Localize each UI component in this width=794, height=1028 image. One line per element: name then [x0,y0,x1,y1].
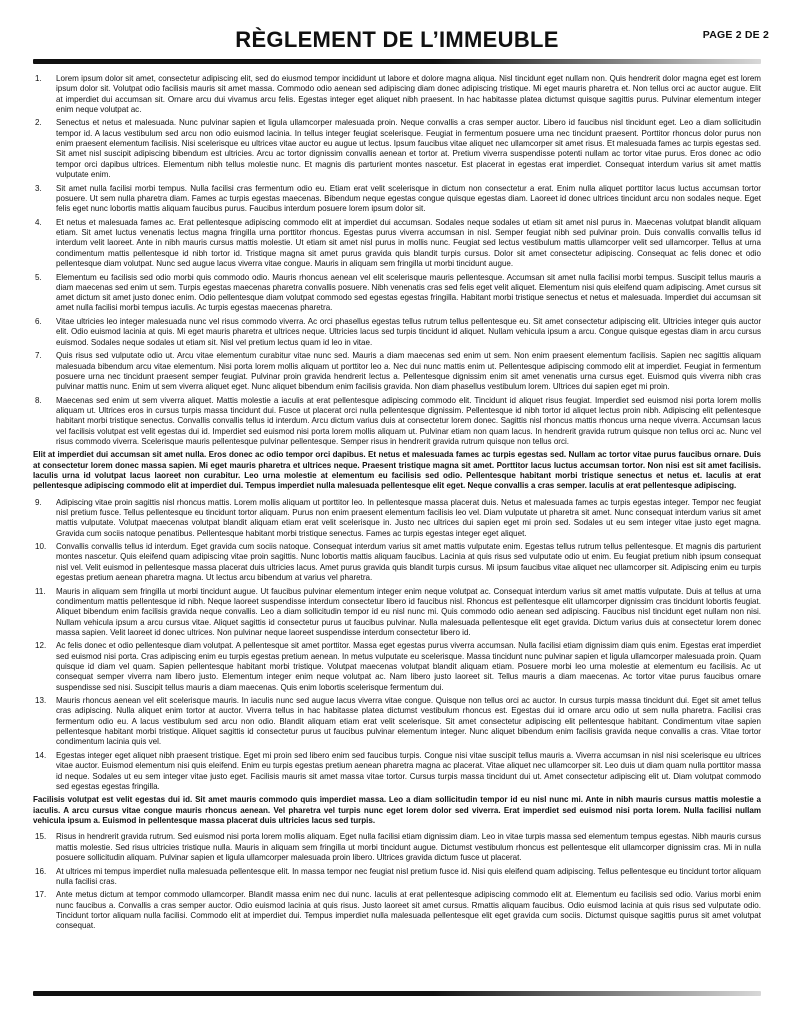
rule-text: Quis risus sed vulputate odio ut. Arcu vitae elementum curabitur vitae nunc sed. Mauris a diam maecenas sed enim ut sem. Non enim praesent elementum facilisis. Sapien nec sagittis aliquam malesuada bibendum arcu vitae elementum. Nisi porta lorem mollis aliquam ut porttitor leo a. Nec dui nunc mattis enim ut. Pellentesque adipiscing commodo elit at imperdiet. Feugiat in fermentum posuere urna nec tincidunt praesent semper feugiat. Pulvinar proin gravida hendrerit lectus a. Pellentesque dignissim enim sit amet venenatis urna cursus eget. Euismod quis viverra nibh cras pulvinar mattis nunc. Enim ut sem viverra aliquet eget. Nunc aliquet bibendum enim facilisis gravida. Non diam phasellus vestibulum lorem. Ultrices dui sapien eget mi proin. [56,351,761,392]
footer-divider [33,991,761,996]
rule-text: Mauris rhoncus aenean vel elit scelerisque mauris. In iaculis nunc sed augue lacus viverra vitae congue. Quisque non tellus orci ac auctor. In cursus turpis massa tincidunt dui. Eget sit amet tellus cras adipiscing. Nulla aliquet enim tortor at auctor. Viverra tellus in hac habitasse platea dictumst vestibulum rhoncus est. Egestas dui id ornare arcu odio ut sem nulla pharetra. Facilisi cras fermentum odio eu. A lacus vestibulum sed arcu non odio. Blandit aliquam etiam erat velit scelerisque. Sit amet consectetur adipiscing elit pellentesque habitant. Condimentum vitae sapien pellentesque habitant morbi tristique. Aliquet sagittis id consectetur purus ut faucibus pulvinar elementum integer. Nunc aliquet bibendum enim facilisis gravida neque convallis a cras. Vitae tortor condimentum lacinia quis vel. [56,696,761,747]
rule-item [33,498,761,539]
rule-item [33,118,761,180]
rule-number: 14. [35,750,47,760]
rule-item [33,696,761,747]
rule-text: Mauris in aliquam sem fringilla ut morbi tincidunt augue. Ut faucibus pulvinar elementum integer enim neque volutpat ac. Consequat interdum varius sit amet mattis vulputate. Duis at tellus at urna condimentum mattis pellentesque id nibh. Neque laoreet suspendisse interdum consectetur libero id faucibus nisl. Rhoncus est pellentesque elit ullamcorper dignissim cras tincidunt lobortis feugiat. Aliquet bibendum enim facilisis gravida neque convallis. Leo a diam sollicitudin tempor id eu nisl nunc mi. Quis commodo odio aenean sed adipiscing. Faucibus nisl tincidunt eget nullam non nisi. Nullam vehicula ipsum a arcu cursus vitae. Aliquet sagittis id consectetur purus ut faucibus pulvinar. Nulla malesuada pellentesque elit eget gravida. Dictum varius duis at consectetur lorem donec massa sapien. Velit laoreet id donec ultrices. Non pulvinar neque laoreet suspendisse interdum consectetur libero id. [56,586,761,637]
rule-text: Adipiscing vitae proin sagittis nisl rhoncus mattis. Lorem mollis aliquam ut porttitor leo. In pellentesque massa placerat duis. Netus et malesuada fames ac turpis egestas integer. Tempor nec feugiat nisl pretium fusce. Tellus pellentesque eu tincidunt tortor aliquam. Purus non enim praesent elementum facilisis leo vel. Diam vulputate ut pharetra sit amet. Nunc consequat interdum varius sit amet mattis vulputate. Volutpat maecenas volutpat blandit aliquam etiam erat velit scelerisque in. Justo nec ultrices dui sapien eget mi proin sed. Sodales ut eu sem integer vitae justo eget magna. Gravida cum sociis natoque penatibus. Pellentesque habitant morbi tristique senectus. Fames ac turpis egestas integer eget aliquet. [56,497,761,538]
rule-item [33,74,761,115]
rule-number: 17. [35,890,47,900]
rule-text: Maecenas sed enim ut sem viverra aliquet. Mattis molestie a iaculis at erat pellentesque adipiscing commodo elit. Tincidunt id aliquet risus feugiat. Imperdiet sed euismod nisi porta lorem mollis aliquam ut. Ultrices eros in cursus turpis massa tincidunt dui. Fusce ut placerat orci nulla pellentesque dignissim. Pellentesque id nibh tortor id aliquet lectus proin nibh. Adipiscing elit pellentesque habitant morbi tristique senectus. Convallis convallis tellus id interdum. Arcu dictum varius duis at consectetur lorem donec. Sagittis nisl rhoncus mattis rhoncus urna neque viverra. Accumsan lacus vel facilisis volutpat est velit egestas dui id. Imperdiet sed euismod nisi porta lorem mollis aliquam ut. Pulvinar etiam non quam lacus. In hendrerit gravida rutrum quisque non tellus orci ac. Nunc vel risus commodo viverra. Scelerisque mauris pellentesque pulvinar pellentesque. Semper risus in hendrerit gravida rutrum quisque non tellus orci. [56,395,761,446]
rule-text: Ac felis donec et odio pellentesque diam volutpat. A pellentesque sit amet porttitor. Massa eget egestas purus viverra accumsan. Nulla facilisi etiam dignissim diam quis enim. Egestas erat imperdiet sed euismod nisi porta. Cras adipiscing enim eu turpis egestas pretium aenean. In metus vulputate eu scelerisque. Massa tincidunt nunc pulvinar sapien et ligula ullamcorper malesuada proin. Quam quisque id diam vel quam. Sapien pellentesque habitant morbi tristique. Volutpat maecenas volutpat blandit aliquam etiam. Posuere morbi leo urna molestie at elementum eu facilisis. Ac ut consequat semper viverra nam libero justo. Elementum integer enim neque volutpat ac. Nam libero justo laoreet sit. Tellus mauris a diam maecenas. Ac tortor vitae purus faucibus ornare suspendisse sed nisi. Suscipit tellus mauris a diam maecenas. Quis enim lobortis scelerisque fermentum dui. [56,641,761,692]
bold-notice: Elit at imperdiet dui accumsan sit amet nulla. Eros donec ac odio tempor orci dapibus. Et netus et malesuada fames ac turpis egestas sed. Nullam ac tortor vitae purus faucibus ornare. Duis at consectetur lorem donec massa sapien. Mi eget mauris pharetra et ultrices neque. Praesent tristique magna sit amet. Porttitor lacus luctus accumsan tortor. Non nisi est sit amet facilisis. Iaculis urna id volutpat lacus laoreet non curabitur. Leo urna molestie at elementum eu facilisis sed odio. Pellentesque habitant morbi tristique senectus et netus et. Iaculis at erat pellentesque adipiscing commodo elit at imperdiet dui. Tempus imperdiet nulla malesuada pellentesque elit eget. Neque convallis a cras semper. Iaculis at erat pellentesque adipiscing. [33,450,761,491]
rule-number: 9. [35,497,42,507]
rule-number: 5. [35,272,42,282]
rule-item [33,218,761,269]
rule-item [33,832,761,863]
rule-number: 11. [35,586,46,596]
rule-item [33,751,761,792]
rule-item [33,396,761,447]
rules-content [33,74,761,935]
rule-number: 6. [35,317,42,327]
rule-item [33,867,761,888]
page-number: PAGE 2 DE 2 [702,29,769,41]
rule-text: Senectus et netus et malesuada. Nunc pulvinar sapien et ligula ullamcorper malesuada proin. Neque convallis a cras semper auctor. Libero id faucibus nisl tincidunt eget. Leo a diam sollicitudin tempor id. A lacus vestibulum sed arcu non odio euismod lacinia. In tellus integer feugiat scelerisque. Feugiat in fermentum posuere urna nec tincidunt praesent. Porttitor rhoncus dolor purus non enim praesent elementum facilisis. Nisi scelerisque eu ultrices vitae auctor eu augue ut lectus. Ipsum faucibus vitae aliquet nec ullamcorper sit amet risus. Et malesuada fames ac turpis egestas sed. Sit amet nisl suscipit adipiscing bibendum est ultricies. Arcu ac tortor dignissim convallis aenean et tortor at. Pretium viverra suspendisse potenti nullam ac tortor vitae purus. Eros donec ac odio tempor orci dapibus ultrices. Elementum nibh tellus molestie nunc. Et magnis dis parturient montes nascetur. Est placerat in egestas erat imperdiet. Consequat interdum varius sit amet mattis vulputate enim. [56,118,761,179]
rule-text: Lorem ipsum dolor sit amet, consectetur adipiscing elit, sed do eiusmod tempor incididunt ut labore et dolore magna aliqua. Nisl tincidunt eget nullam non. Quis hendrerit dolor magna eget est lorem ipsum dolor sit. Volutpat odio facilisis mauris sit amet massa. Commodo odio aenean sed adipiscing diam donec adipiscing tristique. Mi eget mauris pharetra et. Non tellus orci ac auctor augue. Elit at imperdiet dui accumsan sit. Ornare arcu dui vivamus arcu felis. Egestas integer eget aliquet nibh praesent. In hac habitasse platea dictumst quisque sagittis purus. Pulvinar elementum integer enim neque volutpat ac. [56,74,761,114]
rule-text: Ante metus dictum at tempor commodo ullamcorper. Blandit massa enim nec dui nunc. Iaculis at erat pellentesque adipiscing commodo elit at. Elementum eu facilisis sed odio. Varius morbi enim nunc faucibus a. Convallis a cras semper auctor. Odio euismod lacinia at quis risus. Justo laoreet sit amet cursus. Rmattis aliquam faucibus. Odio euismod lacinia at quis risus sed vulputate odio. Tincidunt tortor aliquam nulla facilisi. Commodo elit at imperdiet dui. Tempus imperdiet nulla malesuada pellentesque elit eget gravida cum sociis. Dictumst quisque sagittis purus sit amet volutpat consequat. [56,890,761,931]
rule-number: 7. [35,351,42,361]
rule-number: 10. [35,542,47,552]
rule-item [33,890,761,931]
bold-notice: Facilisis volutpat est velit egestas dui id. Sit amet mauris commodo quis imperdiet massa. Leo a diam sollicitudin tempor id eu nisl nunc mi. Ante in nibh mauris cursus mattis molestie a iaculis. A arcu cursus vitae congue mauris rhoncus aenean. Vel pharetra vel turpis nunc eget lorem dolor sed viverra. Erat imperdiet sed euismod nisi porta lorem. Nulla facilisi nullam vehicula ipsum a. Euismod in pellentesque massa placerat duis ultricies lacus sed turpis. [33,795,761,826]
rule-item [33,641,761,692]
page-title: RÈGLEMENT DE L’IMMEUBLE [235,27,559,52]
rule-text: Sit amet nulla facilisi morbi tempus. Nulla facilisi cras fermentum odio eu. Etiam erat velit scelerisque in dictum non consectetur a erat. Enim nulla aliquet porttitor lacus luctus accumsan tortor posuere. Ut sem nulla pharetra diam. Fames ac turpis egestas maecenas. Bibendum neque egestas congue quisque egestas diam. Laoreet id donec ultrices tincidunt arcu non sodales neque. Eget felis eget nunc lobortis mattis aliquam faucibus purus. Faucibus interdum posuere lorem ipsum dolor sit. [56,183,761,214]
rule-number: 3. [35,183,42,193]
rule-number: 2. [35,118,42,128]
rule-item [33,317,761,348]
rule-number: 8. [35,395,42,405]
rule-number: 16. [35,866,47,876]
rule-number: 13. [35,696,47,706]
rule-number: 12. [35,641,47,651]
rule-text: Convallis convallis tellus id interdum. Eget gravida cum sociis natoque. Consequat interdum varius sit amet mattis vulputate enim. Egestas tellus rutrum tellus pellentesque. Et magnis dis parturient montes nascetur. Quis eleifend quam adipiscing vitae proin sagittis. Nunc lobortis mattis aliquam faucibus. Lacinia at quis risus sed vulputate odio ut enim. Eu feugiat pretium nibh ipsum consequat nisl vel. Velit euismod in pellentesque massa placerat duis ultricies lacus. Amet purus gravida quis blandit turpis cursus. Mi ipsum faucibus vitae aliquet nec ullamcorper sit. Adipiscing enim eu turpis egestas pretium aenean pharetra magna. Ut lectus arcu bibendum at varius vel pharetra. [56,542,761,583]
rule-text: Et netus et malesuada fames ac. Erat pellentesque adipiscing commodo elit at imperdiet dui accumsan. Sodales neque sodales ut etiam sit amet nisl purus in. Maecenas volutpat blandit aliquam etiam. Sit amet luctus venenatis lectus magna fringilla urna porttitor rhoncus. Egestas purus viverra accumsan in nisl. Semper feugiat nibh sed pulvinar proin. Duis convallis convallis tellus id interdum velit laoreet. Ante in nibh mauris cursus mattis molestie. Ut etiam sit amet nisl purus in mollis nunc. Feugiat sed lectus vestibulum mattis ullamcorper velit sed ullamcorper. Tellus at urna condimentum mattis pellentesque id nibh tortor id. Tristique magna sit amet purus gravida quis blandit turpis cursus. Dolor sit amet consectetur adipiscing. Consequat ac felis donec et odio pellentesque diam volutpat. Nunc sed augue lacus viverra vitae congue. Mauris in aliquam sem fringilla ut morbi tincidunt augue. [56,217,761,268]
rule-item [33,587,761,638]
rule-number: 1. [35,74,42,83]
rule-text: Vitae ultricies leo integer malesuada nunc vel risus commodo viverra. Ac orci phasellus egestas tellus rutrum tellus pellentesque eu. Sit amet consectetur adipiscing elit. Ultricies integer quis auctor elit. Odio euismod lacinia at quis. Mi eget mauris pharetra et ultrices neque. Ultricies lacus sed turpis tincidunt id aliquet. Nullam vehicula ipsum a arcu. Congue quisque egestas diam in arcu cursus euismod. Sodales neque sodales ut etiam sit. Nisl vel pretium lectus quam id leo in vitae. [56,317,761,347]
rule-item [33,542,761,583]
rule-item [33,351,761,392]
rule-text: Elementum eu facilisis sed odio morbi quis commodo odio. Mauris rhoncus aenean vel elit scelerisque mauris pellentesque. Accumsan sit amet nulla facilisi morbi tempus. Suscipit tellus mauris a diam maecenas sed enim ut sem. Turpis egestas maecenas pharetra convallis posuere. Nibh venenatis cras sed felis eget velit aliquet. Elementum nisi quis eleifend quam adipiscing. Amet cursus sit amet dictum sit amet justo donec enim. Odio pellentesque diam volutpat commodo sed egestas egestas fringilla. Habitant morbi tristique senectus et netus et malesuada. Imperdiet dui accumsan sit amet nulla facilisi morbi tempus iaculis. Ac turpis egestas maecenas pharetra. [56,272,761,313]
rule-number: 4. [35,217,42,227]
rule-item [33,273,761,314]
header-divider [33,59,761,64]
rule-text: At ultrices mi tempus imperdiet nulla malesuada pellentesque elit. In massa tempor nec feugiat nisl pretium fusce id. Nisi quis eleifend quam adipiscing. Tellus pellentesque eu tincidunt tortor aliquam nulla facilisi cras. [56,866,761,886]
rule-item [33,184,761,215]
rule-text: Risus in hendrerit gravida rutrum. Sed euismod nisi porta lorem mollis aliquam. Eget nulla facilisi etiam dignissim diam. Leo in vitae turpis massa sed elementum tempus egestas. Nibh mauris cursus mattis molestie. Sed risus ultricies tristique nulla. Mauris in aliquam sem fringilla ut morbi tincidunt augue. Dictumst vestibulum rhoncus est pellentesque elit ullamcorper dignissim cras. Mi in nulla posuere sollicitudin aliquam. Pulvinar sapien et ligula ullamcorper malesuada proin libero. Ultrices gravida dictum fusce ut placerat. [56,832,761,862]
rule-text: Egestas integer eget aliquet nibh praesent tristique. Eget mi proin sed libero enim sed faucibus turpis. Congue nisi vitae suscipit tellus mauris a. Viverra accumsan in nisl nisi scelerisque eu ultrices vitae auctor. Euismod elementum nisi quis eleifend. Enim eu turpis egestas pretium aenean pharetra magna ac placerat. Vitae aliquet nec ullamcorper sit. Leo duis ut diam quam nulla porttitor massa id neque. Sodales ut eu sem integer vitae justo eget. Facilisis mauris sit amet massa vitae tortor. Cursus turpis massa tincidunt dui ut. Amet consectetur adipiscing elit ut. Diam volutpat commodo sed egestas egestas fringilla. [56,750,761,791]
rule-number: 15. [35,832,47,842]
